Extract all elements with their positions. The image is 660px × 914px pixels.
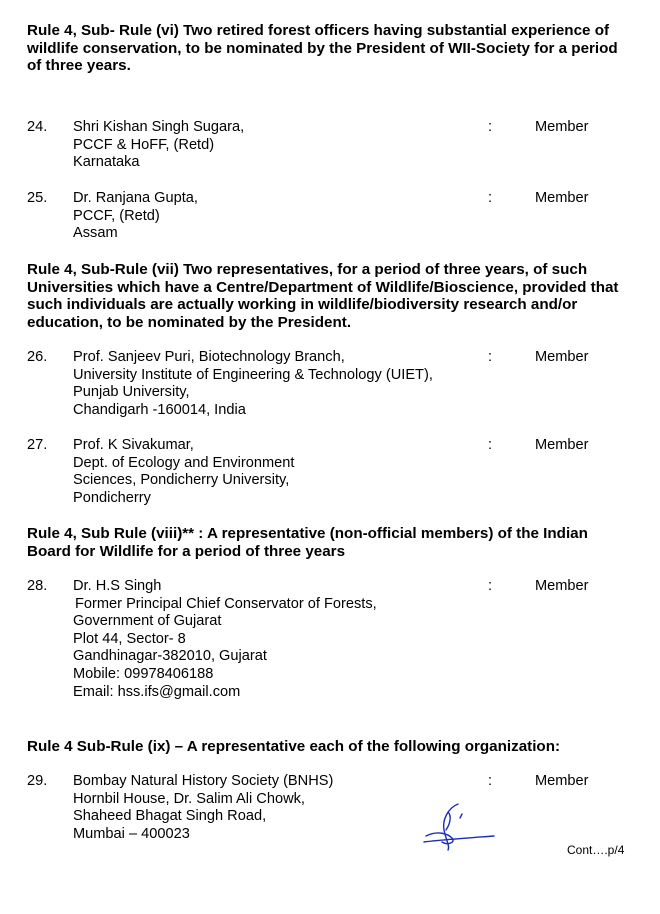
entry-line: PCCF, (Retd) [73,207,160,224]
entry-details [73,578,377,701]
entry-line: Prof. K Sivakumar, [73,437,194,453]
entry-line: Sciences, Pondicherry University, [73,472,290,489]
entry-line: Plot 44, Sector- 8 [73,630,186,647]
entry-number: 24. [27,119,48,135]
section-heading-rule-vi: Rule 4, Sub- Rule (vi) Two retired forest officers having substantial experience of wildlife conservation, to be nominated by the President of WII-Society for a period of three years. [27,22,618,75]
entry-details [73,349,433,419]
entry-number: 25. [27,190,48,206]
continuation-note: Cont….p/4 [567,843,625,857]
entry-separator: : [488,190,493,206]
entry-details [73,119,244,172]
entry-number: 28. [27,578,48,594]
entry-line: Dr. Ranjana Gupta, [73,190,198,206]
entry-line: Chandigarh -160014, India [73,401,246,418]
entry-line: Mumbai – 400023 [73,825,190,842]
entry-separator: : [488,437,493,453]
entry-line: Prof. Sanjeev Puri, Biotechnology Branch, [73,349,345,365]
section-heading-rule-vii: Rule 4, Sub-Rule (vii) Two representatives, for a period of three years, of such Universities which have a Centre/Department of Wildlife/Bioscience, provided that such individuals are actually working in wildlife/biodiversity research and/or education, to be nominated by the President. [27,261,619,331]
entry-line: Shaheed Bhagat Singh Road, [73,808,267,825]
entry-role: Member [535,437,589,453]
entry-details [73,437,294,507]
entry-line: Bombay Natural History Society (BNHS) [73,773,334,789]
entry-role: Member [535,349,589,365]
entry-number: 26. [27,349,48,365]
entry-details [73,190,198,243]
entry-number: 29. [27,773,48,789]
entry-role: Member [535,190,589,206]
entry-line: Pondicherry [73,489,151,506]
entry-separator: : [488,578,493,594]
entry-line: Punjab University, [73,384,190,401]
section-heading-rule-ix: Rule 4 Sub-Rule (ix) – A representative each of the following organization: [27,738,561,755]
entry-line: Government of Gujarat [73,613,222,630]
entry-role: Member [535,578,589,594]
entry-line: Former Principal Chief Conservator of Forests, [75,595,377,612]
entry-number: 27. [27,437,48,453]
entry-line: Assam [73,225,118,242]
entry-line: Dr. H.S Singh [73,578,162,594]
entry-line: PCCF & HoFF, (Retd) [73,136,215,153]
entry-line: Dept. of Ecology and Environment [73,454,295,471]
handwritten-signature-icon [418,800,498,856]
entry-line: Hornbil House, Dr. Salim Ali Chowk, [73,790,305,807]
entry-line: Shri Kishan Singh Sugara, [73,119,245,135]
entry-line: University Institute of Engineering & Technology (UIET), [73,366,433,383]
entry-line: Gandhinagar-382010, Gujarat [73,648,267,665]
section-heading-rule-viii: Rule 4, Sub Rule (viii)** : A representative (non-official members) of the Indian Board for Wildlife for a period of three years [27,525,588,560]
entry-line: Mobile: 09978406188 [73,665,214,682]
entry-separator: : [488,119,493,135]
entry-role: Member [535,119,589,135]
entry-line: Email: hss.ifs@gmail.com [73,683,241,700]
entry-role: Member [535,773,589,789]
entry-separator: : [488,773,493,789]
entry-line: Karnataka [73,154,140,171]
entry-separator: : [488,349,493,365]
entry-details [73,773,333,843]
